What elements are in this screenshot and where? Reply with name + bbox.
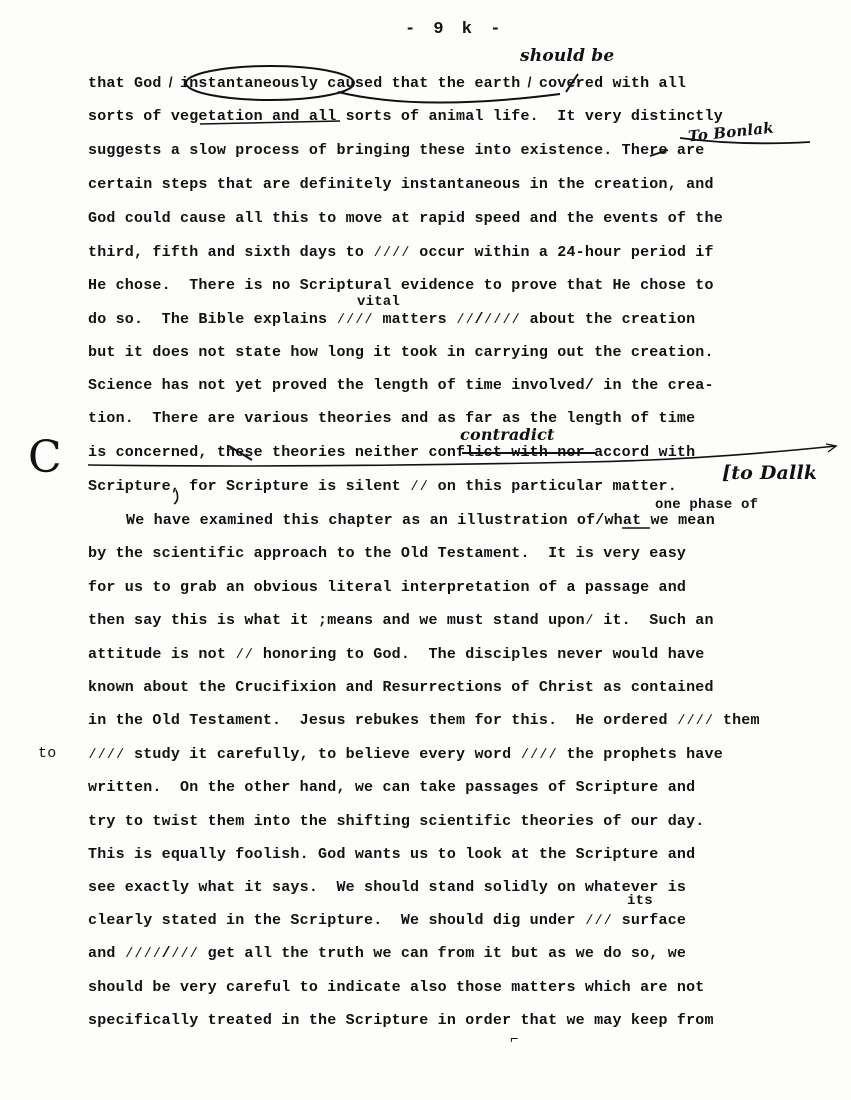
handwritten-contradict: contradict: [460, 425, 555, 444]
text-line-5: God could cause all this to move at rapid speed and the events of the: [88, 210, 723, 227]
text-line-13: Scripture, for Scripture is silent ∕∕ on this particular matter.: [88, 478, 677, 495]
text-line-7: He chose. There is no Scriptural evidence to prove that He chose to: [88, 277, 714, 294]
text-line-4: certain steps that are definitely instantaneous in the creation, and: [88, 176, 714, 193]
text-line-17: then say this is what it ;means and we must stand upon∕ it. Such an: [88, 612, 714, 629]
insertion-one-phase-of: one phase of: [655, 497, 759, 513]
text-line-19: known about the Crucifixion and Resurrections of Christ as contained: [88, 679, 714, 696]
text-line-11: tion. There are various theories and as far as the length of time: [88, 410, 696, 427]
arrow-tick: [826, 444, 836, 452]
text-line-21: ∕∕∕∕ study it carefully, to believe every word ∕∕∕∕ the prophets have: [88, 746, 723, 763]
handwritten-should-be: should be: [520, 46, 615, 66]
text-line-25: see exactly what it says. We should stand solidly on whatever is: [88, 879, 687, 896]
text-line-24: This is equally foolish. God wants us to look at the Scripture and: [88, 846, 696, 863]
connector-stroke: [338, 92, 560, 103]
text-line-20: in the Old Testament. Jesus rebukes them for this. He ordered ∕∕∕∕ them: [88, 712, 760, 729]
text-line-15: by the scientific approach to the Old Testament. It is very easy: [88, 545, 687, 562]
text-line-23: try to twist them into the shifting scientific theories of our day.: [88, 813, 705, 830]
text-line-8: do so. The Bible explains ∕∕∕∕ matters ∕∕/∕∕∕∕ about the creation: [88, 311, 696, 328]
text-line-3: suggests a slow process of bringing these into existence. There are: [88, 142, 705, 159]
margin-note-to: to: [38, 745, 57, 762]
text-line-29: specifically treated in the Scripture in order that we may keep from: [88, 1012, 714, 1029]
text-line-2: sorts of vegetation and all sorts of animal life. It very distinctly: [88, 108, 723, 125]
insertion-vital: vital: [357, 294, 401, 310]
text-line-12: is concerned, these theories neither conflict with nor accord with: [88, 444, 696, 461]
text-line-9: but it does not state how long it took in carrying out the creation.: [88, 344, 714, 361]
text-line-1: that God ̸ instantaneously caused that the earth ̸ covered with all: [88, 75, 687, 92]
text-line-26: clearly stated in the Scripture. We should dig under ∕∕∕ surface: [88, 912, 687, 929]
text-line-14: We have examined this chapter as an illustration of/what we mean: [126, 512, 715, 529]
bottom-tick: ⌐: [510, 1032, 519, 1048]
margin-c-mark: C: [28, 432, 62, 483]
text-line-18: attitude is not ∕∕ honoring to God. The disciples never would have: [88, 646, 705, 663]
text-line-22: written. On the other hand, we can take passages of Scripture and: [88, 779, 696, 796]
text-line-6: third, fifth and sixth days to ∕∕∕∕ occur within a 24-hour period if: [88, 244, 714, 261]
text-line-16: for us to grab an obvious literal interpretation of a passage and: [88, 579, 687, 596]
text-line-27: and ∕∕∕∕/∕∕∕ get all the truth we can from it but as we do so, we: [88, 945, 687, 962]
handwritten-to-dallk: [to Dallk: [722, 462, 818, 484]
insertion-its: its: [627, 893, 653, 909]
handwritten-to-bonlak: To Bonlak: [687, 118, 775, 146]
text-line-28: should be very careful to indicate also those matters which are not: [88, 979, 705, 996]
text-line-10: Science has not yet proved the length of time involved/ in the crea-: [88, 377, 714, 394]
page-number: - 9 k -: [405, 20, 505, 39]
